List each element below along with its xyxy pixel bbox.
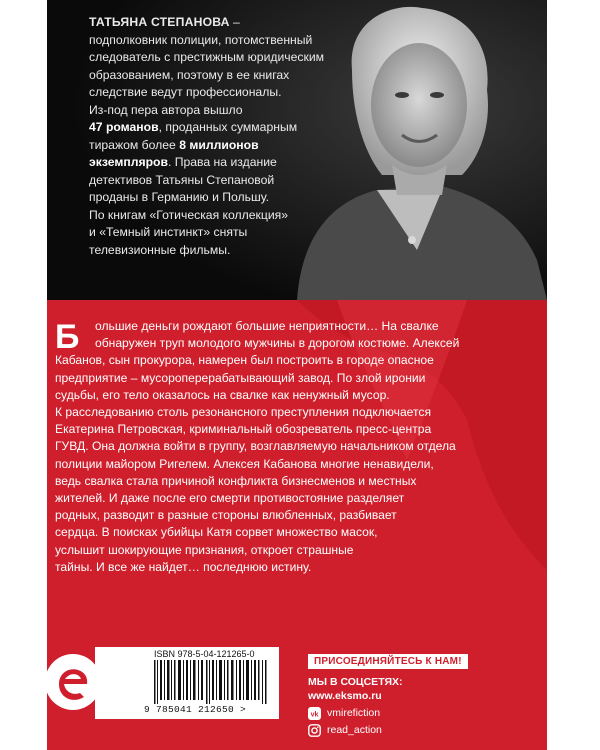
- publisher-logo-icon: [47, 651, 99, 713]
- synopsis-line: тайны. И все же найдет… последнюю истину.: [55, 559, 312, 574]
- bio-text: тиражом более: [89, 137, 180, 152]
- bio-line: телевизионные фильмы.: [89, 242, 231, 257]
- social-block: [308, 651, 498, 737]
- synopsis-line: К расследованию столь резонансного преступления подключается: [55, 405, 431, 420]
- bio-line: образованием, поэтому в ее книгах: [89, 67, 290, 82]
- website-link[interactable]: www.eksmo.ru: [308, 690, 382, 702]
- synopsis-line: предприятие – мусороперерабатывающий завод. По злой иронии: [55, 370, 426, 385]
- bio-line: и «Темный инстинкт» сняты: [89, 225, 248, 239]
- synopsis-line: Кабанов, сын прокурора, намерен был построить в городе опасное: [55, 353, 434, 368]
- bio-line: Из-под пера автора вышло: [89, 102, 243, 117]
- novels-count: 47 романов: [89, 120, 159, 134]
- bio-line: По книгам «Готическая коллекция»: [89, 207, 289, 222]
- synopsis-text: [55, 318, 535, 576]
- synopsis-line: ведь свалка стала причиной конфликта бизнесменов и местных: [55, 473, 417, 488]
- bio-dash: –: [229, 15, 240, 29]
- bio-line: следствие ведут профессионалы.: [89, 85, 282, 99]
- bio-line: детективов Татьяны Степановой: [89, 172, 275, 187]
- author-bio: [89, 14, 325, 259]
- synopsis-line: родных, разводит в разные стороны влюбленных, разбивает: [55, 508, 397, 523]
- bio-line: подполковник полиции, потомственный: [89, 32, 313, 47]
- synopsis-section: [47, 300, 547, 750]
- synopsis-line: судьбы, его тело оказалось на свалке как ненужный мусор.: [55, 387, 390, 402]
- svg-text:vk: vk: [310, 711, 319, 718]
- vk-row[interactable]: [308, 706, 498, 720]
- synopsis-line: ГУВД. Она должна войти в группу, возглавляемую начальником отдела: [55, 439, 456, 454]
- bio-text: , проданных суммарным: [158, 120, 298, 134]
- copies-word: экземпляров: [89, 155, 168, 169]
- book-back-cover: [47, 0, 547, 750]
- bio-text: . Права на издание: [167, 155, 277, 169]
- isbn-number: ISBN 978-5-04-121265-0: [154, 649, 255, 659]
- join-banner: ПРИСОЕДИНЯЙТЕСЬ К НАМ!: [308, 654, 468, 669]
- author-photo-section: [47, 0, 547, 300]
- instagram-handle: read_action: [327, 724, 382, 736]
- synopsis-line: полиции майором Ригелем. Алексея Кабанова многие ненавидели,: [55, 456, 434, 471]
- print-count: 8 миллионов: [179, 137, 259, 152]
- synopsis-line: сердца. В поисках убийцы Катя сорвет множество масок,: [55, 525, 378, 540]
- author-name: ТАТЬЯНА СТЕПАНОВА: [89, 15, 230, 29]
- social-title: МЫ В СОЦСЕТЯХ:: [308, 676, 403, 688]
- synopsis-line: Екатерина Петровская, криминальный обозреватель пресс-центра: [55, 422, 432, 437]
- bio-line: проданы в Германию и Польшу.: [89, 190, 270, 204]
- isbn-barcode-block: [95, 647, 279, 719]
- barcode-icon: [154, 660, 274, 704]
- synopsis-line: обнаружен труп молодого мужчины в дорогом костюме. Алексей: [95, 336, 460, 351]
- bio-line: следователь с престижным юридическим: [89, 50, 325, 64]
- barcode-digits: 9 785041 212650 >: [144, 704, 247, 715]
- dropcap-letter: Б: [55, 318, 80, 356]
- synopsis-line: услышит шокирующие признания, откроет страшные: [55, 542, 354, 557]
- vk-handle: vmirefiction: [327, 707, 381, 719]
- instagram-row[interactable]: [308, 723, 498, 737]
- instagram-icon: [308, 724, 321, 737]
- synopsis-line: ольшие деньги рождают большие неприятности… На свалке: [95, 319, 439, 333]
- synopsis-line: жителей. И даже после его смерти противостояние разделяет: [55, 491, 405, 506]
- vk-icon: [308, 707, 321, 720]
